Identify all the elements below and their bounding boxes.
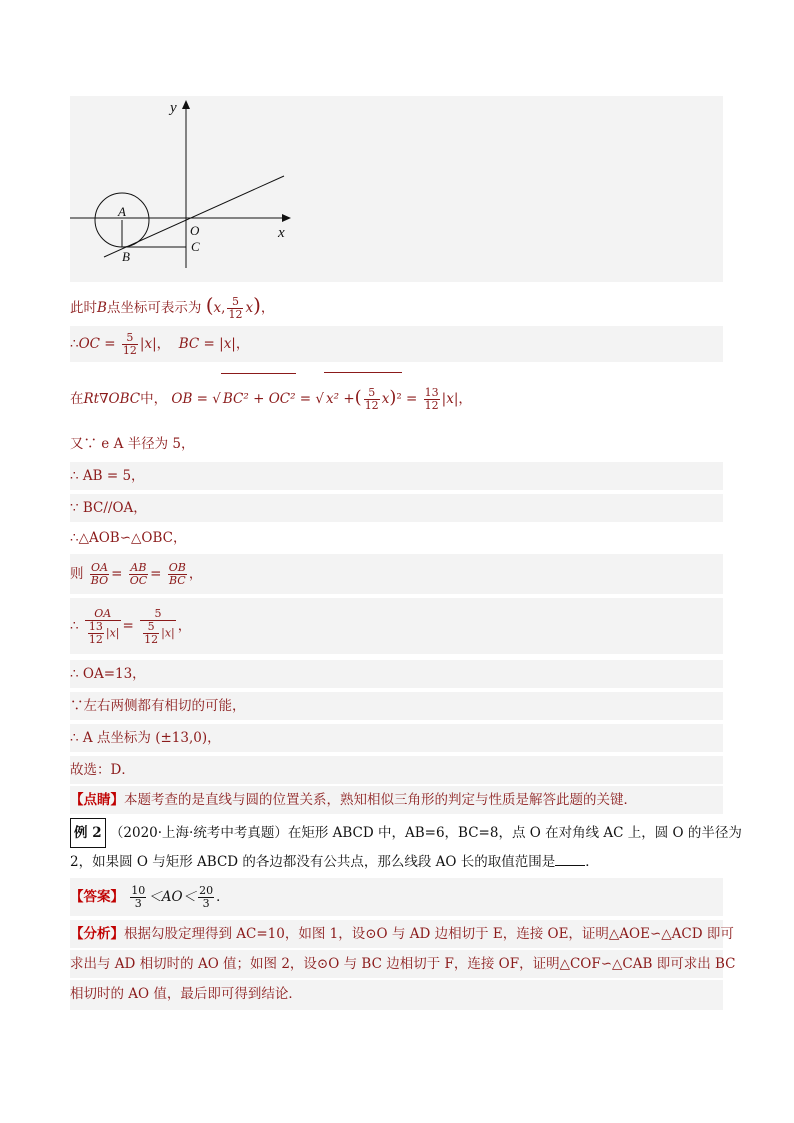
analysis-line-1: 【分析】根据勾股定理得到 AC=10，如图 1，设⊙O 与 AD 边相切于 E，连接 OE，证明△AOE∽△ACD 即可 (70, 920, 723, 948)
analysis-line-2: 求出与 AD 相切时的 AO 值；如图 2，设⊙O 与 BC 边相切于 F，连接 OF，证明△COF∽△CAB 即可求出 BC (70, 950, 723, 978)
solution-line-9: ∴ OA $\frac{13}{12}$ |x| = 5 $\frac{5}{12}$ |x| ， (70, 598, 723, 654)
example-label: 例 2 (70, 818, 106, 848)
analysis-line-3: 相切时的 AO 值，最后即可得到结论． (70, 980, 723, 1010)
solution-line-7: ∴△AOB∽△OBC， (70, 528, 723, 548)
solution-line-4: 又∵ e A 半径为 5， (70, 434, 723, 454)
coordinate-figure (70, 96, 310, 282)
label-o: O (190, 223, 200, 238)
solution-line-3: 在Rt∇OBC中， OB = √ BC² + OC² = √ x² +( $\frac{5}{12}$ x)² = $\frac{13}{12}$ |x|， (70, 372, 723, 422)
solution-line-13: 故选：D． (70, 756, 723, 784)
solution-line-5: ∴ AB = 5， (70, 462, 723, 490)
figure-area (70, 96, 723, 282)
label-b: B (122, 249, 130, 264)
solution-line-6: ∵ BC//OA， (70, 494, 723, 522)
label-c: C (191, 239, 200, 254)
solution-line-2: ∴OC = $\frac{5}{12}$ |x|， BC = |x|， (70, 326, 723, 362)
solution-line-1: 此时B点坐标可表示为 (x, $\frac{5}{12}$ x)， (70, 286, 723, 324)
answer-blank (555, 865, 585, 866)
answer-line: 【答案】 $\frac{10}{3}$ ＜AO＜ $\frac{20}{3}$ ． (70, 878, 723, 916)
example-2-line-2: 2，如果圆 O 与矩形 ABCD 的各边都没有公共点，那么线段 AO 长的取值范围是 ． (70, 848, 723, 876)
label-y: y (170, 100, 177, 116)
solution-line-11: ∵左右两侧都有相切的可能， (70, 692, 723, 720)
comment-line: 【点睛】本题考查的是直线与圆的位置关系，熟知相似三角形的判定与性质是解答此题的关键． (70, 786, 723, 814)
label-a: A (118, 204, 126, 219)
example-2-line-1: 例 2 （2020·上海·统考中考真题）在矩形 ABCD 中，AB=6，BC=8，点 O 在对角线 AC 上，圆 O 的半径为 (70, 818, 723, 846)
solution-line-8: 则 $\frac{OA}{BO}$ = $\frac{AB}{OC}$ = $\frac{OB}{BC}$ ， (70, 554, 723, 594)
solution-line-10: ∴ OA=13， (70, 660, 723, 688)
label-x: x (278, 225, 285, 241)
solution-line-12: ∴ A 点坐标为 (±13,0)， (70, 724, 723, 752)
